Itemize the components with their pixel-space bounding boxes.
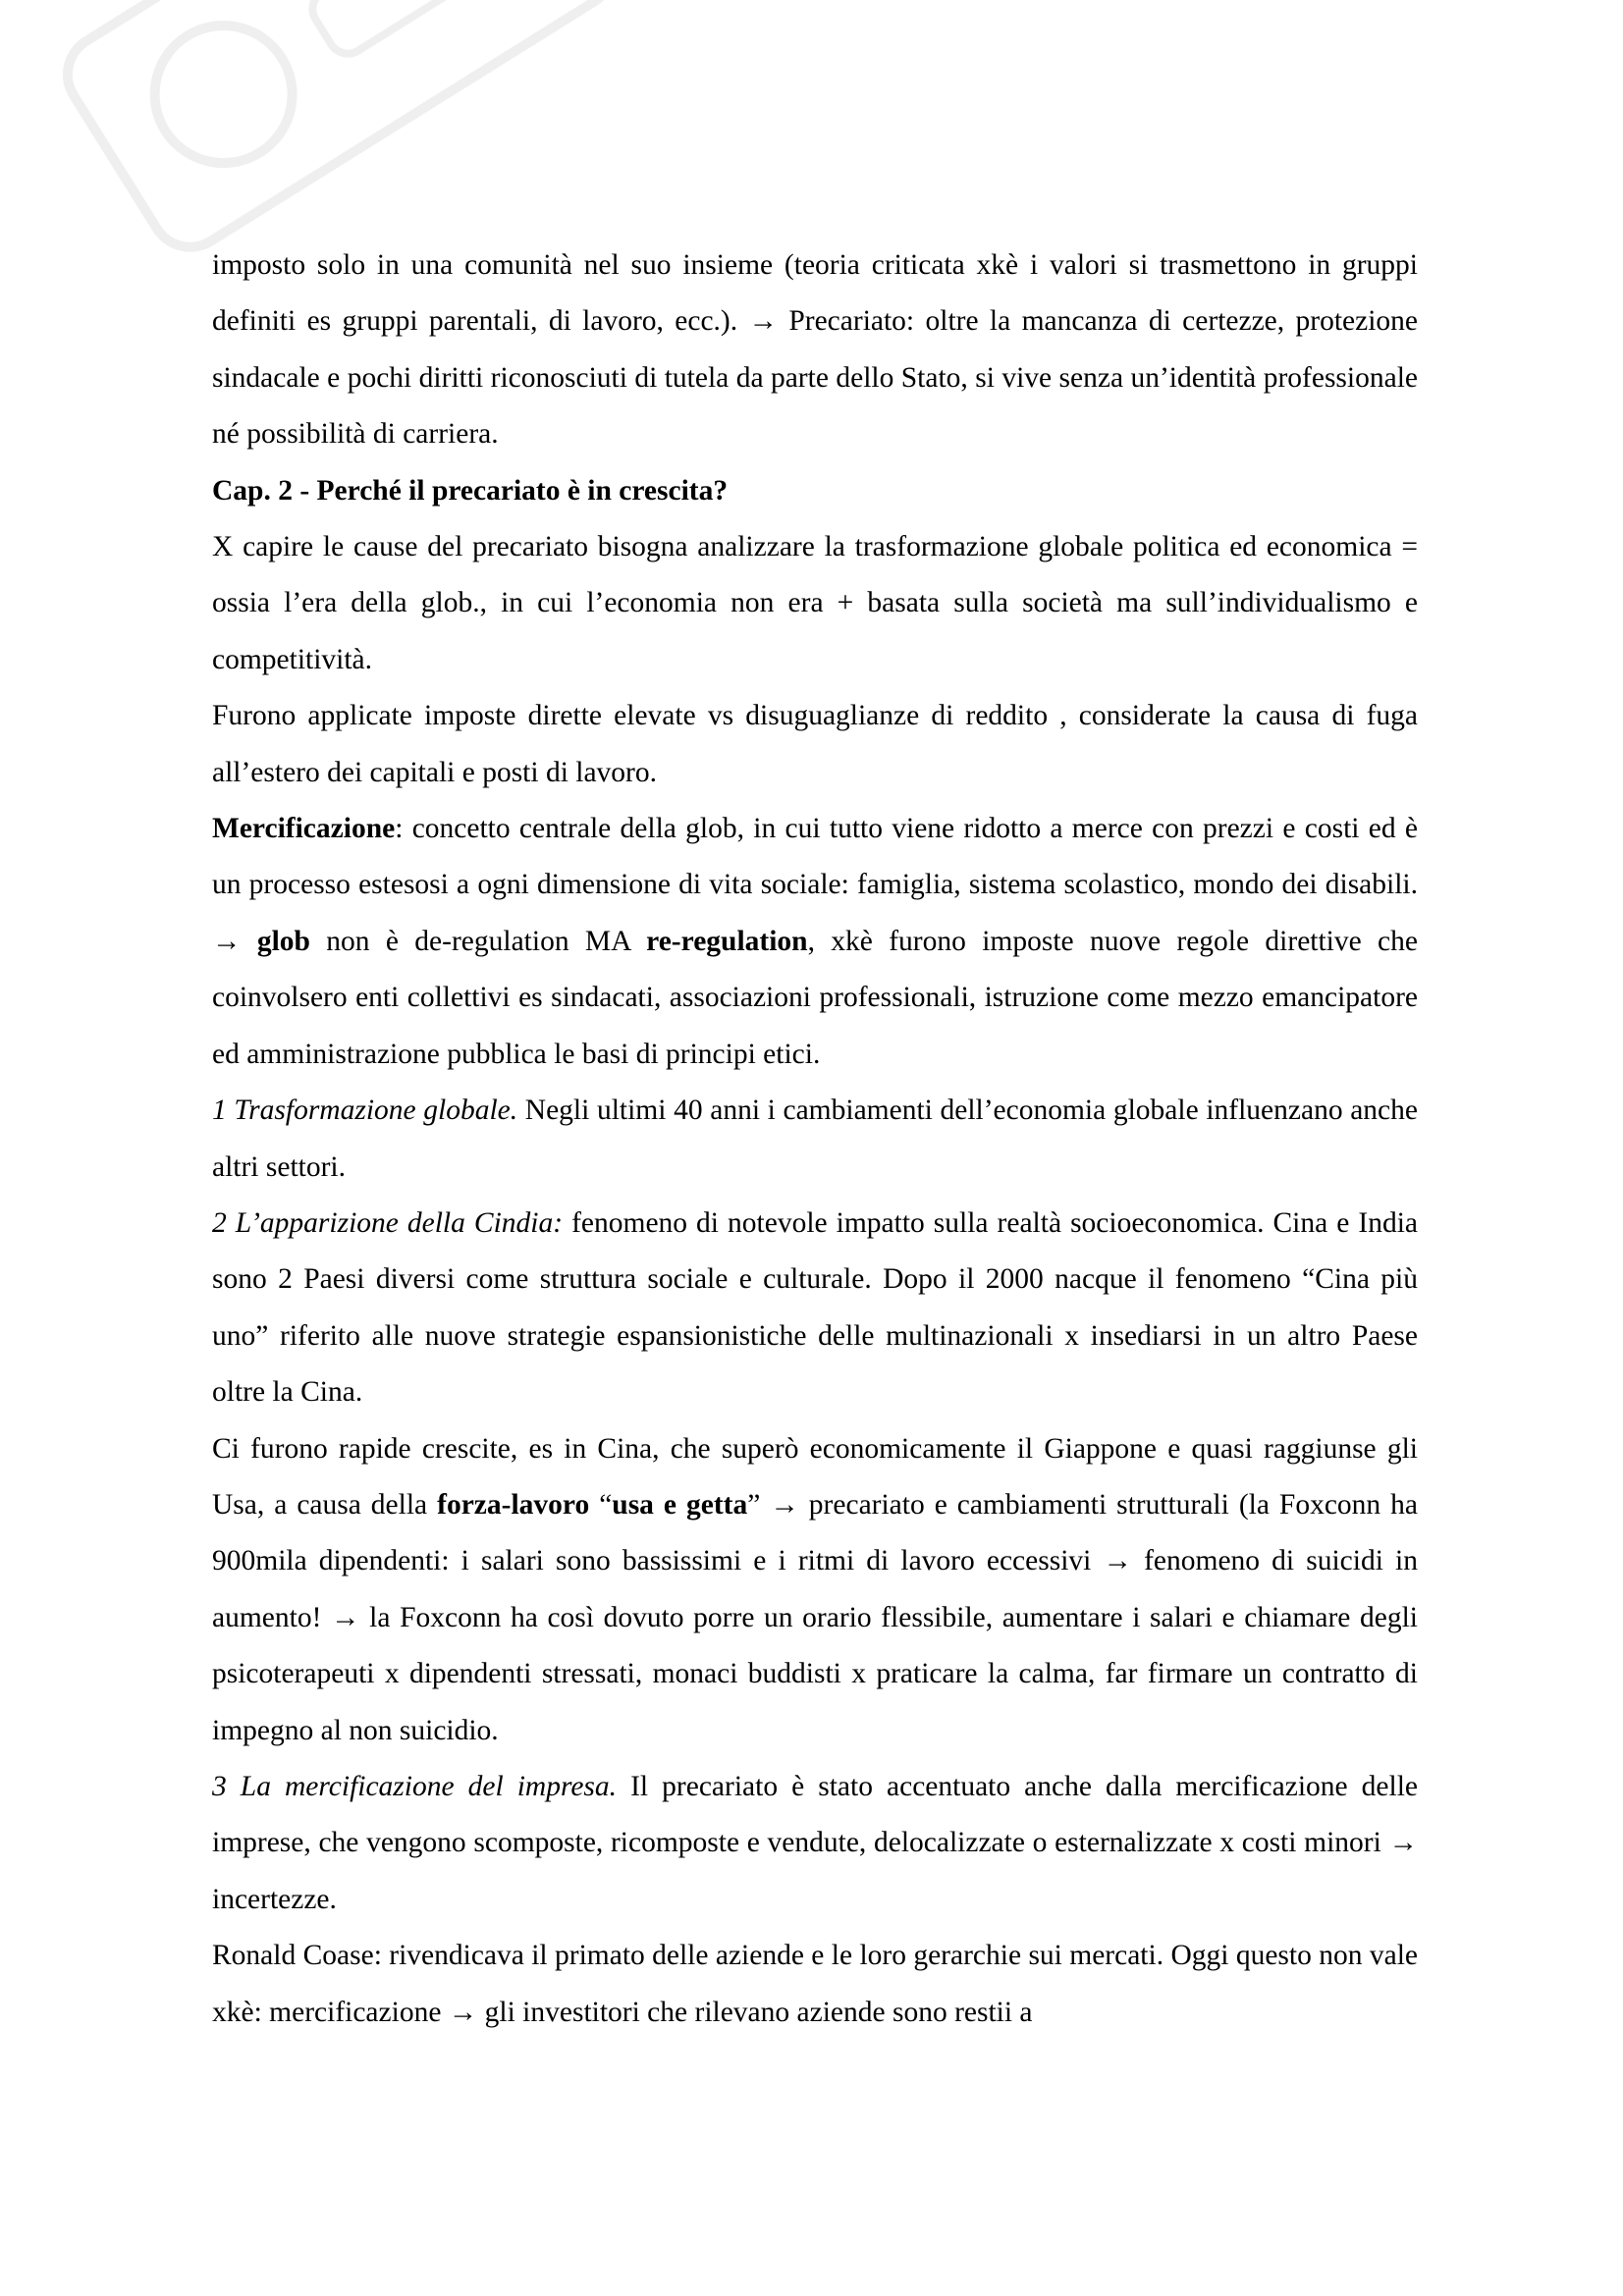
paragraph: [212, 1196, 1418, 1421]
section-heading: [212, 463, 1418, 519]
bold-text: forza-lavoro: [437, 1488, 590, 1521]
text-run: Ronald Coase: rivendicava il primato delle aziende e le loro gerarchie sui mercati. Oggi questo non vale xkè: mercificazione → gli investitori che rilevano aziende sono restii a: [212, 1940, 1418, 2028]
document-body: [212, 238, 1418, 2041]
paragraph: [212, 1421, 1418, 1759]
text-run: fenomeno di notevole impatto sulla realtà socioeconomica. Cina e India sono 2 Paesi diversi come struttura sociale e culturale. Dopo il 2000 nacque il fenomeno “Cina più uno” riferito alle nuove strategie espansionistiche delle multinazionali x insediarsi in un altro Paese oltre la Cina.: [212, 1206, 1418, 1409]
text-run: “: [589, 1488, 613, 1521]
text-run: , xkè furono imposte nuove regole direttive che coinvolsero enti collettivi es sindacati, associazioni professionali, istruzione come mezzo emancipatore ed amministrazione pubblica le basi di principi etici.: [212, 925, 1418, 1070]
bold-text: re-regulation: [646, 925, 808, 957]
italic-text: 1 Trasformazione globale.: [212, 1095, 518, 1127]
paragraph: [212, 1928, 1418, 2041]
text-run: ” → precariato e cambiamenti strutturali (la Foxconn ha 900mila dipendenti: i salari sono bassissimi e i ritmi di lavoro eccessivi → fenomeno di suicidi in aumento! → la Foxconn ha così dovuto porre un orario flessibile, aumentare i salari e chiamare degli psicoterapeuti x dipendenti stressati, monaci buddisti x praticare la calma, far firmare un contratto di impegno al non suicidio.: [212, 1488, 1418, 1746]
bold-text: Mercificazione: [212, 813, 396, 845]
italic-text: 3 La mercificazione del impresa.: [212, 1770, 618, 1802]
bold-text: glob: [256, 925, 310, 957]
text-run: Ci furono rapide crescite, es in Cina, che superò economicamente il Giappone e quasi raggiunse gli Usa, a causa della: [212, 1432, 1418, 1521]
paragraph: [212, 801, 1418, 1083]
text-run: Negli ultimi 40 anni i cambiamenti dell’economia globale influenzano anche altri settori.: [212, 1095, 1418, 1183]
bold-text: Cap. 2 - Perché il precariato è in crescita?: [212, 474, 729, 507]
watermark-logo: [39, 0, 641, 275]
bold-text: usa e getta: [612, 1488, 748, 1521]
paragraph: [212, 238, 1418, 463]
text-run: Il precariato è stato accentuato anche dalla mercificazione delle imprese, che vengono scomposte, ricomposte e vendute, delocalizzate o esternalizzate x costi minori → incertezze.: [212, 1770, 1418, 1915]
italic-text: 2 L’apparizione della Cindia:: [212, 1206, 564, 1239]
text-run: : concetto centrale della glob, in cui tutto viene ridotto a merce con prezzi e costi ed è un processo estesosi a ogni dimensione di vita sociale: famiglia, sistema scolastico, mondo dei disabili. →: [212, 813, 1418, 957]
text-run: non è de-regulation MA: [309, 925, 647, 957]
text-run: X capire le cause del precariato bisogna analizzare la trasformazione globale politica ed economica = ossia l’era della glob., in cui l’economia non era + basata sulla società ma sull’individualismo e competitività.: [212, 531, 1418, 675]
paragraph: [212, 688, 1418, 801]
text-run: Furono applicate imposte dirette elevate vs disuguaglianze di reddito , considerate la causa di fuga all’estero dei capitali e posti di lavoro.: [212, 700, 1418, 788]
paragraph: [212, 519, 1418, 688]
paragraph: [212, 1759, 1418, 1928]
text-run: imposto solo in una comunità nel suo insieme (teoria criticata xkè i valori si trasmettono in gruppi definiti es gruppi parentali, di lavoro, ecc.). → Precariato: oltre la mancanza di certezze, protezione sindacale e pochi diritti riconosciuti di tutela da parte dello Stato, si vive senza un’identità professionale né possibilità di carriera.: [212, 249, 1418, 451]
paragraph: [212, 1083, 1418, 1196]
